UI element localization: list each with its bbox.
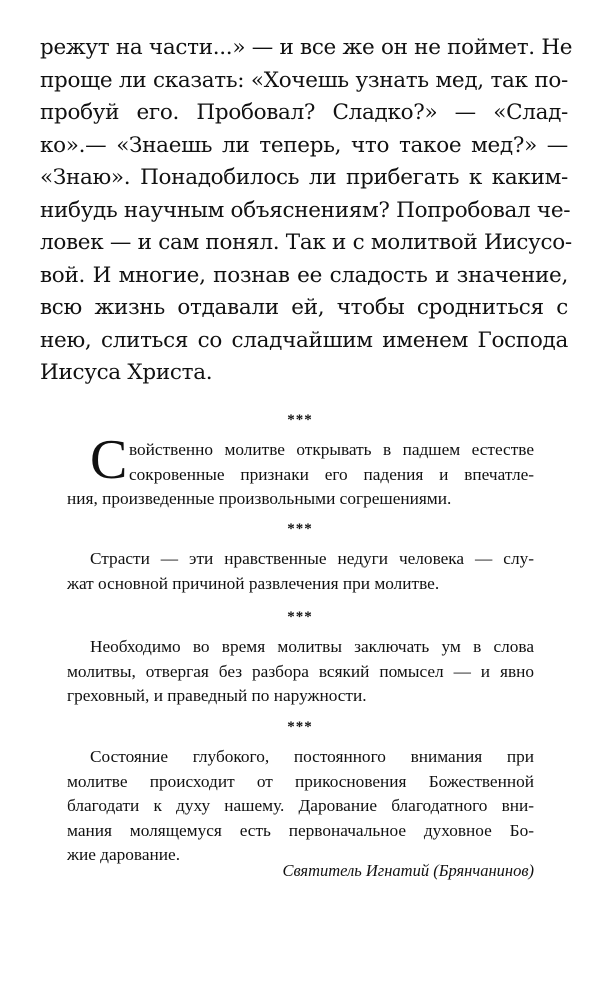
text-line: благодати к духу нашему. Дарование благодатного вни-: [67, 796, 534, 815]
section-separator: ***: [287, 609, 313, 625]
text-line: «Знаю». Понадобилось ли прибегать к каким-: [40, 165, 568, 190]
text-line: мания молящемуся есть первоначальное духовное Бо-: [67, 820, 534, 840]
quote-section-3: [67, 635, 534, 709]
text-line: Необходимо во время молитвы заключать ум в слова: [90, 637, 534, 656]
text-line: жие дарование.: [67, 845, 181, 864]
text-line: Страсти — эти нравственные недуги человека — слу-: [90, 549, 534, 568]
text-line: вой. И многие, познав ее сладость и значение,: [40, 262, 568, 288]
text-line: ко».— «Знаешь ли теперь, что такое мед?» —: [40, 132, 568, 158]
top-paragraph: [40, 32, 573, 390]
text-line: пробуй его. Пробовал? Сладко?» — «Слад-: [40, 100, 568, 125]
text-line: ния, произведенные произвольными согрешениями.: [67, 489, 452, 508]
author-signature: Святитель Игнатий (Брянчанинов): [282, 861, 534, 880]
text-line: сокровенные признаки его падения и впечатле-: [129, 464, 534, 484]
quote-section-2: [67, 547, 534, 596]
quote-section-1: [67, 429, 534, 512]
section-separator: ***: [287, 521, 313, 537]
text-line: нибудь научным объяснениям? Попробовал че-: [40, 197, 571, 223]
text-line: Состояние глубокого, постоянного внимания при: [90, 747, 534, 766]
text-line: режут на части...» — и все же он не поймет. Не: [40, 35, 573, 60]
text-line: нею, слиться со сладчайшим именем Господа: [40, 327, 568, 353]
drop-cap: С: [90, 429, 128, 491]
text-line: Иисуса Христа.: [40, 360, 213, 385]
text-line: жат основной причиной развлечения при молитве.: [67, 573, 440, 593]
text-line: войственно молитве открывать в падшем естестве: [129, 440, 534, 459]
text-line: ловек — и сам понял. Так и с молитвой Иисусо-: [40, 230, 572, 255]
section-separator: ***: [287, 412, 313, 428]
text-line: греховный, и праведный по наружности.: [67, 686, 367, 705]
text-line: молитве происходит от прикосновения Божественной: [67, 771, 534, 791]
quote-section-4: [67, 745, 534, 868]
text-line: всю жизнь отдавали ей, чтобы сродниться с: [40, 295, 568, 320]
text-line: молитвы, отвергая без разбора всякий помысел — и явно: [67, 661, 534, 681]
section-separator: ***: [287, 719, 313, 735]
text-line: проще ли сказать: «Хочешь узнать мед, так по-: [40, 67, 568, 93]
